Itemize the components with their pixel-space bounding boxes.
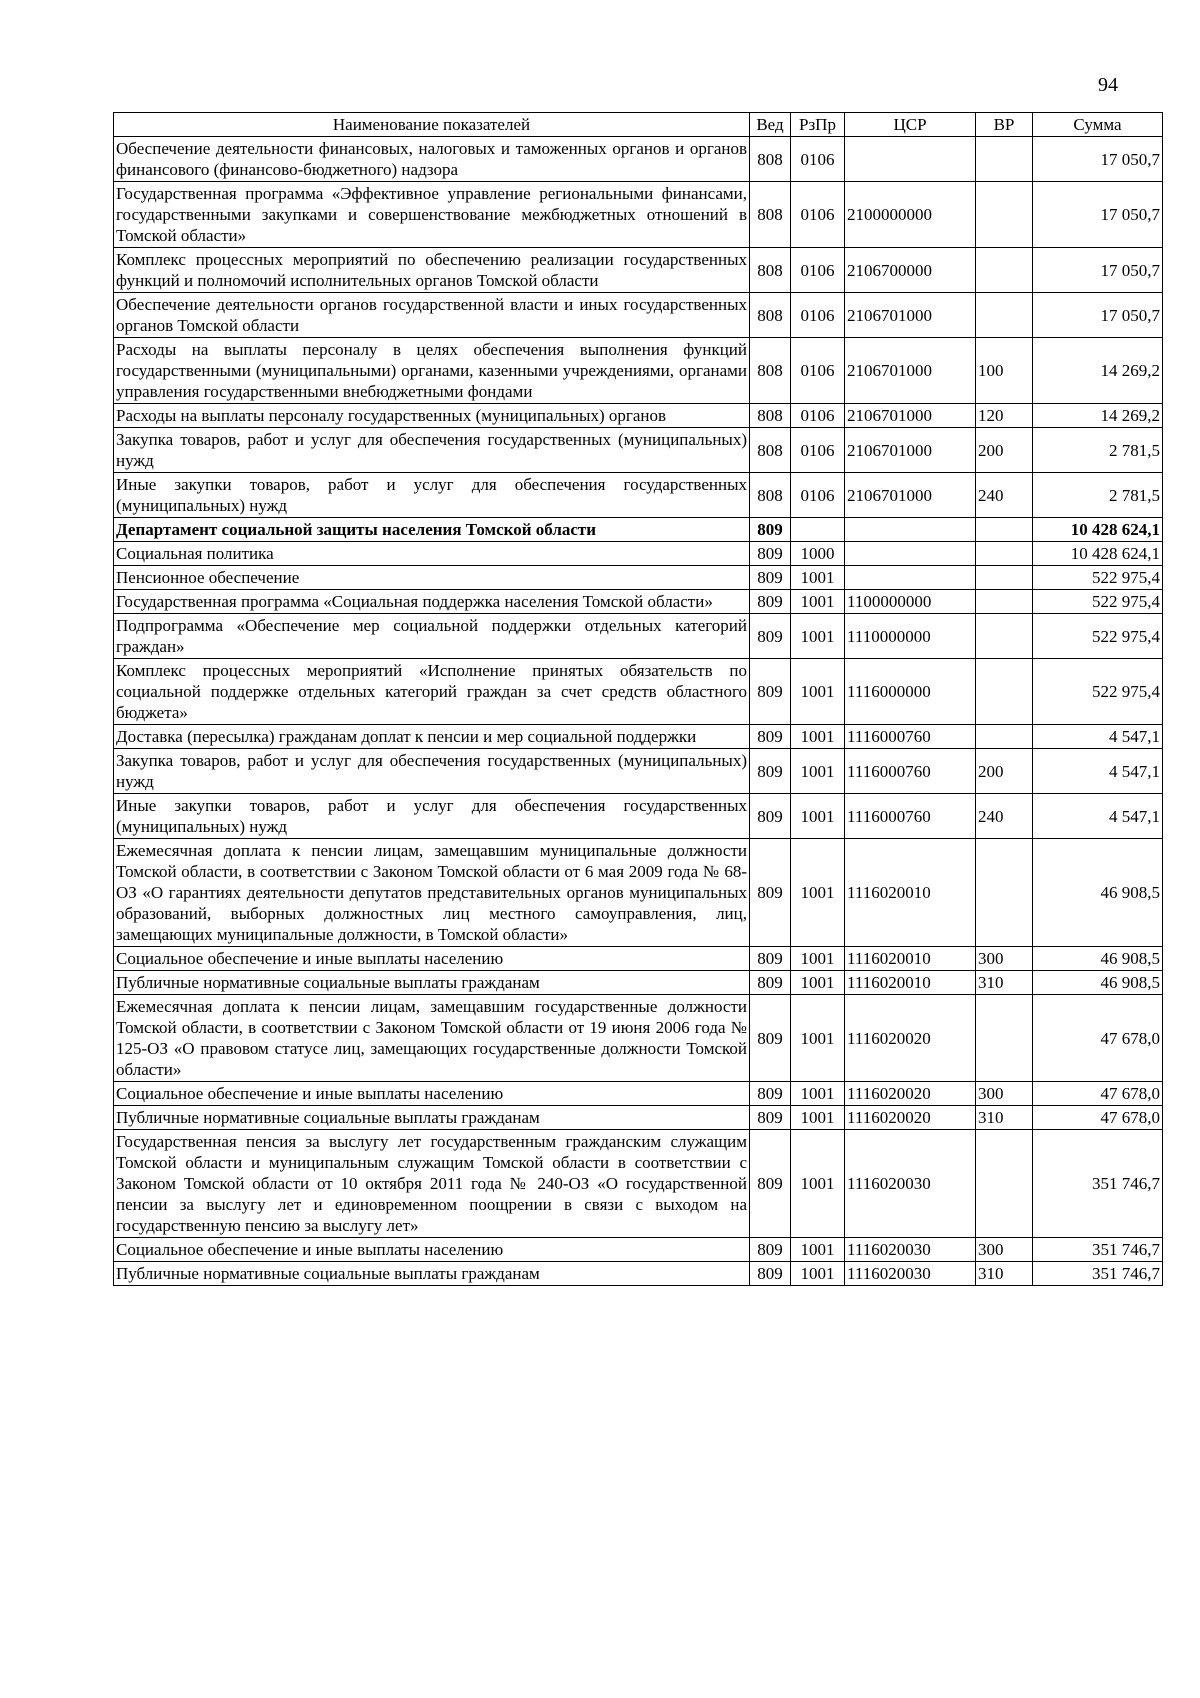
cell-ved: 809 <box>750 725 791 749</box>
cell-rzpr: 1001 <box>791 1130 845 1238</box>
cell-csr: 1116000000 <box>845 659 976 725</box>
cell-name: Комплекс процессных мероприятий по обеспечению реализации государственных функций и полномочий исполнительных органов Томской области <box>114 248 750 293</box>
cell-ved: 809 <box>750 947 791 971</box>
cell-sum: 10 428 624,1 <box>1033 542 1163 566</box>
table-row <box>114 614 1163 659</box>
cell-sum: 4 547,1 <box>1033 725 1163 749</box>
cell-name: Социальное обеспечение и иные выплаты населению <box>114 947 750 971</box>
cell-csr: 1116020030 <box>845 1130 976 1238</box>
cell-sum: 17 050,7 <box>1033 182 1163 248</box>
cell-vr: 200 <box>976 749 1033 794</box>
cell-rzpr: 0106 <box>791 182 845 248</box>
cell-name: Иные закупки товаров, работ и услуг для обеспечения государственных (муниципальных) нужд <box>114 473 750 518</box>
table-row <box>114 1082 1163 1106</box>
cell-sum: 4 547,1 <box>1033 749 1163 794</box>
cell-sum: 46 908,5 <box>1033 839 1163 947</box>
cell-rzpr: 1001 <box>791 971 845 995</box>
cell-sum: 14 269,2 <box>1033 404 1163 428</box>
table-row <box>114 137 1163 182</box>
cell-csr: 1110000000 <box>845 614 976 659</box>
cell-vr <box>976 659 1033 725</box>
header-ved: Вед <box>750 113 791 137</box>
table-row <box>114 971 1163 995</box>
cell-rzpr: 0106 <box>791 473 845 518</box>
cell-rzpr: 1001 <box>791 947 845 971</box>
cell-rzpr <box>791 518 845 542</box>
cell-rzpr: 1001 <box>791 1262 845 1286</box>
cell-vr: 300 <box>976 1238 1033 1262</box>
cell-ved: 809 <box>750 1238 791 1262</box>
table-row <box>114 428 1163 473</box>
cell-name: Государственная пенсия за выслугу лет государственным гражданским служащим Томской области и муниципальным служащим Томской области в соответствии с Законом Томской области от 10 октября 2011 года № 240-ОЗ «О государственной пенсии за выслугу лет и единовременном поощрении в связи с выходом на государственную пенсию за выслугу лет» <box>114 1130 750 1238</box>
table-row <box>114 404 1163 428</box>
cell-csr: 1116020030 <box>845 1262 976 1286</box>
cell-name: Департамент социальной защиты населения Томской области <box>114 518 750 542</box>
cell-vr <box>976 614 1033 659</box>
cell-name: Комплекс процессных мероприятий «Исполнение принятых обязательств по социальной поддержке отдельных категорий граждан за счет средств областного бюджета» <box>114 659 750 725</box>
cell-sum: 522 975,4 <box>1033 566 1163 590</box>
cell-ved: 808 <box>750 428 791 473</box>
table-row <box>114 293 1163 338</box>
cell-vr <box>976 293 1033 338</box>
cell-rzpr: 1001 <box>791 566 845 590</box>
table-header-row <box>114 113 1163 137</box>
cell-vr <box>976 542 1033 566</box>
cell-rzpr: 1000 <box>791 542 845 566</box>
cell-csr: 1116020030 <box>845 1238 976 1262</box>
cell-csr: 1116020010 <box>845 947 976 971</box>
cell-sum: 17 050,7 <box>1033 248 1163 293</box>
cell-ved: 809 <box>750 1130 791 1238</box>
cell-sum: 17 050,7 <box>1033 137 1163 182</box>
cell-rzpr: 1001 <box>791 590 845 614</box>
cell-rzpr: 1001 <box>791 1238 845 1262</box>
table-row <box>114 725 1163 749</box>
cell-ved: 809 <box>750 839 791 947</box>
table-row <box>114 995 1163 1082</box>
cell-csr: 1116000760 <box>845 725 976 749</box>
cell-sum: 4 547,1 <box>1033 794 1163 839</box>
cell-vr <box>976 839 1033 947</box>
cell-name: Социальное обеспечение и иные выплаты населению <box>114 1082 750 1106</box>
cell-csr: 1116020020 <box>845 995 976 1082</box>
cell-vr: 310 <box>976 971 1033 995</box>
cell-ved: 809 <box>750 566 791 590</box>
cell-ved: 808 <box>750 404 791 428</box>
cell-name: Расходы на выплаты персоналу государственных (муниципальных) органов <box>114 404 750 428</box>
table-row <box>114 518 1163 542</box>
cell-ved: 809 <box>750 659 791 725</box>
cell-ved: 808 <box>750 338 791 404</box>
cell-vr: 240 <box>976 794 1033 839</box>
cell-csr: 2106701000 <box>845 293 976 338</box>
cell-csr: 2106701000 <box>845 404 976 428</box>
cell-vr: 300 <box>976 947 1033 971</box>
cell-vr <box>976 725 1033 749</box>
cell-csr <box>845 542 976 566</box>
cell-ved: 808 <box>750 293 791 338</box>
table-row <box>114 566 1163 590</box>
cell-vr: 200 <box>976 428 1033 473</box>
cell-name: Публичные нормативные социальные выплаты гражданам <box>114 1262 750 1286</box>
cell-vr <box>976 182 1033 248</box>
cell-csr: 1100000000 <box>845 590 976 614</box>
cell-rzpr: 1001 <box>791 614 845 659</box>
table-row <box>114 794 1163 839</box>
cell-ved: 809 <box>750 749 791 794</box>
cell-rzpr: 0106 <box>791 404 845 428</box>
table-row <box>114 248 1163 293</box>
cell-sum: 47 678,0 <box>1033 1082 1163 1106</box>
table-row <box>114 1262 1163 1286</box>
cell-vr <box>976 566 1033 590</box>
cell-csr: 2106700000 <box>845 248 976 293</box>
cell-ved: 809 <box>750 614 791 659</box>
table-row <box>114 338 1163 404</box>
cell-sum: 2 781,5 <box>1033 473 1163 518</box>
cell-csr <box>845 137 976 182</box>
budget-table <box>113 112 1163 1286</box>
cell-rzpr: 0106 <box>791 293 845 338</box>
cell-csr: 2106701000 <box>845 428 976 473</box>
cell-sum: 46 908,5 <box>1033 947 1163 971</box>
cell-sum: 47 678,0 <box>1033 995 1163 1082</box>
cell-ved: 809 <box>750 1262 791 1286</box>
cell-csr: 1116020020 <box>845 1106 976 1130</box>
cell-ved: 809 <box>750 590 791 614</box>
header-vr: ВР <box>976 113 1033 137</box>
cell-name: Пенсионное обеспечение <box>114 566 750 590</box>
cell-sum: 14 269,2 <box>1033 338 1163 404</box>
header-csr: ЦСР <box>845 113 976 137</box>
cell-ved: 809 <box>750 542 791 566</box>
cell-csr: 2100000000 <box>845 182 976 248</box>
table-row <box>114 839 1163 947</box>
cell-sum: 46 908,5 <box>1033 971 1163 995</box>
cell-vr: 310 <box>976 1262 1033 1286</box>
cell-vr <box>976 248 1033 293</box>
cell-name: Публичные нормативные социальные выплаты гражданам <box>114 971 750 995</box>
cell-rzpr: 1001 <box>791 995 845 1082</box>
page-number: 94 <box>1098 74 1118 96</box>
cell-name: Подпрограмма «Обеспечение мер социальной поддержки отдельных категорий граждан» <box>114 614 750 659</box>
header-rzpr: РзПр <box>791 113 845 137</box>
table-row <box>114 542 1163 566</box>
table-row <box>114 473 1163 518</box>
cell-vr <box>976 590 1033 614</box>
cell-ved: 809 <box>750 995 791 1082</box>
cell-name: Закупка товаров, работ и услуг для обеспечения государственных (муниципальных) нужд <box>114 428 750 473</box>
cell-rzpr: 1001 <box>791 749 845 794</box>
cell-sum: 17 050,7 <box>1033 293 1163 338</box>
cell-sum: 522 975,4 <box>1033 659 1163 725</box>
cell-ved: 808 <box>750 473 791 518</box>
cell-sum: 522 975,4 <box>1033 614 1163 659</box>
cell-csr <box>845 566 976 590</box>
cell-sum: 351 746,7 <box>1033 1262 1163 1286</box>
cell-ved: 808 <box>750 248 791 293</box>
table-row <box>114 1106 1163 1130</box>
cell-ved: 809 <box>750 518 791 542</box>
cell-sum: 2 781,5 <box>1033 428 1163 473</box>
cell-name: Ежемесячная доплата к пенсии лицам, замещавшим муниципальные должности Томской области, в соответствии с Законом Томской области от 6 мая 2009 года № 68-ОЗ «О гарантиях деятельности депутатов представительных органов муниципальных образований, выборных должностных лиц местного самоуправления, лиц, замещающих муниципальные должности, в Томской области» <box>114 839 750 947</box>
table-row <box>114 590 1163 614</box>
cell-name: Государственная программа «Социальная поддержка населения Томской области» <box>114 590 750 614</box>
cell-name: Социальная политика <box>114 542 750 566</box>
cell-csr <box>845 518 976 542</box>
cell-vr: 300 <box>976 1082 1033 1106</box>
cell-rzpr: 0106 <box>791 137 845 182</box>
cell-vr <box>976 1130 1033 1238</box>
cell-csr: 2106701000 <box>845 338 976 404</box>
cell-vr <box>976 137 1033 182</box>
cell-sum: 522 975,4 <box>1033 590 1163 614</box>
cell-rzpr: 1001 <box>791 659 845 725</box>
cell-sum: 351 746,7 <box>1033 1238 1163 1262</box>
cell-vr <box>976 518 1033 542</box>
cell-csr: 1116000760 <box>845 794 976 839</box>
cell-sum: 47 678,0 <box>1033 1106 1163 1130</box>
table-row <box>114 1238 1163 1262</box>
cell-ved: 808 <box>750 137 791 182</box>
cell-rzpr: 1001 <box>791 1106 845 1130</box>
cell-sum: 351 746,7 <box>1033 1130 1163 1238</box>
table-row <box>114 947 1163 971</box>
cell-vr: 100 <box>976 338 1033 404</box>
cell-name: Иные закупки товаров, работ и услуг для обеспечения государственных (муниципальных) нужд <box>114 794 750 839</box>
cell-name: Государственная программа «Эффективное управление региональными финансами, государственными закупками и совершенствование межбюджетных отношений в Томской области» <box>114 182 750 248</box>
cell-name: Обеспечение деятельности органов государственной власти и иных государственных органов Томской области <box>114 293 750 338</box>
table-row <box>114 1130 1163 1238</box>
cell-csr: 1116000760 <box>845 749 976 794</box>
cell-vr <box>976 995 1033 1082</box>
cell-sum: 10 428 624,1 <box>1033 518 1163 542</box>
cell-name: Обеспечение деятельности финансовых, налоговых и таможенных органов и органов финансового (финансово-бюджетного) надзора <box>114 137 750 182</box>
header-sum: Сумма <box>1033 113 1163 137</box>
cell-vr: 240 <box>976 473 1033 518</box>
cell-csr: 1116020020 <box>845 1082 976 1106</box>
cell-vr: 120 <box>976 404 1033 428</box>
cell-name: Расходы на выплаты персоналу в целях обеспечения выполнения функций государственными (муниципальными) органами, казенными учреждениями, органами управления государственными внебюджетными фондами <box>114 338 750 404</box>
table-row <box>114 659 1163 725</box>
cell-csr: 1116020010 <box>845 971 976 995</box>
cell-rzpr: 0106 <box>791 338 845 404</box>
cell-rzpr: 1001 <box>791 725 845 749</box>
cell-rzpr: 0106 <box>791 428 845 473</box>
cell-rzpr: 0106 <box>791 248 845 293</box>
cell-ved: 808 <box>750 182 791 248</box>
cell-rzpr: 1001 <box>791 794 845 839</box>
cell-csr: 2106701000 <box>845 473 976 518</box>
cell-csr: 1116020010 <box>845 839 976 947</box>
cell-name: Социальное обеспечение и иные выплаты населению <box>114 1238 750 1262</box>
cell-ved: 809 <box>750 1082 791 1106</box>
cell-ved: 809 <box>750 794 791 839</box>
cell-name: Публичные нормативные социальные выплаты гражданам <box>114 1106 750 1130</box>
table-row <box>114 749 1163 794</box>
header-name: Наименование показателей <box>114 113 750 137</box>
cell-name: Доставка (пересылка) гражданам доплат к пенсии и мер социальной поддержки <box>114 725 750 749</box>
cell-rzpr: 1001 <box>791 839 845 947</box>
cell-vr: 310 <box>976 1106 1033 1130</box>
cell-name: Ежемесячная доплата к пенсии лицам, замещавшим государственные должности Томской области, в соответствии с Законом Томской области от 19 июня 2006 года № 125-ОЗ «О правовом статусе лиц, замещающих государственные должности Томской области» <box>114 995 750 1082</box>
cell-ved: 809 <box>750 971 791 995</box>
table-row <box>114 182 1163 248</box>
cell-ved: 809 <box>750 1106 791 1130</box>
cell-name: Закупка товаров, работ и услуг для обеспечения государственных (муниципальных) нужд <box>114 749 750 794</box>
cell-rzpr: 1001 <box>791 1082 845 1106</box>
